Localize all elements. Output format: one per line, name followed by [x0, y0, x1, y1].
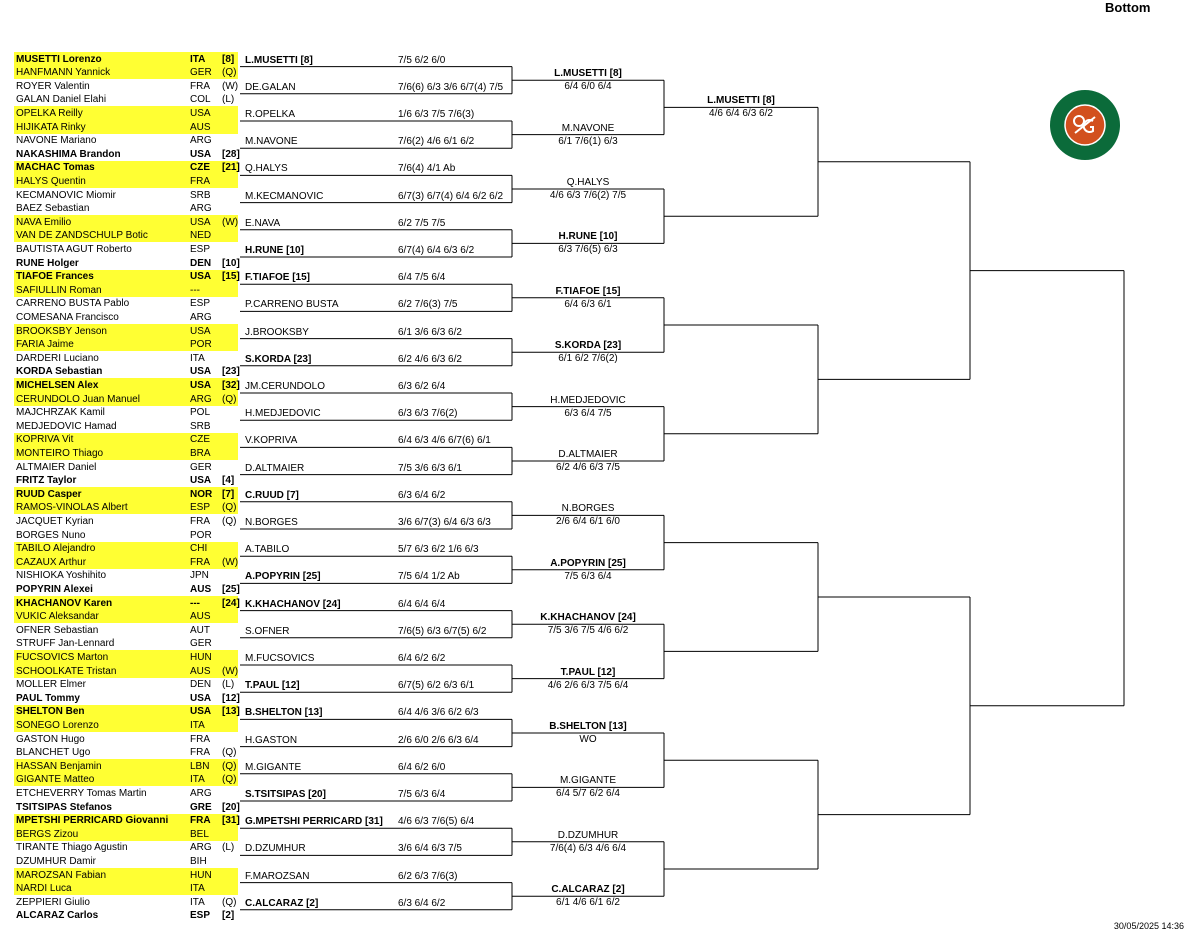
player-nationality: ESP — [190, 243, 211, 255]
round2-winner: Q.HALYS — [566, 177, 610, 188]
round1-score: 3/6 6/4 6/3 7/5 — [398, 843, 462, 855]
player-nationality: CZE — [190, 434, 210, 446]
player-nationality: GRE — [190, 801, 212, 813]
round1-winner: S.OFNER — [245, 625, 290, 637]
player-name: MAROZSAN Fabian — [16, 869, 107, 881]
player-seed: [15] — [222, 271, 240, 283]
player-nationality: AUS — [190, 665, 211, 677]
player-name: RAMOS-VINOLAS Albert — [16, 502, 128, 514]
player-name: CAZAUX Arthur — [16, 556, 87, 568]
round2-winner: D.DZUMHUR — [557, 829, 619, 841]
round1-winner: M.GIGANTE — [245, 761, 302, 773]
round1-winner: H.GASTON — [245, 734, 298, 746]
round1-score: 6/2 7/6(3) 7/5 — [398, 299, 458, 311]
round1-winner: V.KOPRIVA — [245, 435, 298, 447]
player-name: MUSETTI Lorenzo — [16, 53, 102, 65]
player-nationality: DEN — [190, 257, 212, 269]
player-nationality: ARG — [190, 311, 212, 323]
player-nationality: AUS — [190, 121, 211, 133]
player-seed: (Q) — [222, 774, 237, 786]
timestamp: 30/05/2025 14:36 — [1113, 921, 1184, 931]
player-name: BAEZ Sebastian — [16, 203, 90, 215]
player-seed: (W) — [222, 80, 239, 92]
player-name: NAVA Emilio — [16, 216, 72, 228]
round1-score: 7/6(5) 6/3 6/7(5) 6/2 — [398, 625, 487, 637]
round1-score: 6/7(5) 6/2 6/3 6/1 — [398, 680, 475, 692]
player-name: BORGES Nuno — [16, 529, 86, 541]
round1-score: 5/7 6/3 6/2 1/6 6/3 — [398, 544, 479, 556]
round1-winner: R.OPELKA — [245, 109, 296, 120]
round2-score: 6/2 4/6 6/3 7/5 — [556, 462, 620, 473]
player-name: VAN DE ZANDSCHULP Botic — [16, 230, 148, 242]
player-name: HIJIKATA Rinky — [16, 121, 86, 133]
player-nationality: POL — [190, 407, 211, 419]
round1-winner: E.NAVA — [245, 217, 281, 229]
player-name: MPETSHI PERRICARD Giovanni — [16, 815, 169, 827]
player-name: NAVONE Mariano — [16, 135, 97, 147]
player-nationality: ARG — [190, 842, 212, 854]
round2-score: 6/1 7/6(1) 6/3 — [558, 135, 618, 147]
round2-score: 6/4 5/7 6/2 6/4 — [556, 788, 620, 800]
player-nationality: --- — [190, 284, 200, 296]
round2-score: 2/6 6/4 6/1 6/0 — [556, 516, 620, 528]
player-nationality: FRA — [190, 747, 210, 759]
player-seed: (Q) — [222, 67, 237, 79]
round1-winner: F.MAROZSAN — [245, 870, 310, 882]
round2-winner: S.KORDA [23] — [554, 340, 622, 352]
round1-winner: C.ALCARAZ [2] — [245, 897, 319, 909]
player-nationality: --- — [190, 597, 200, 609]
player-name: TABILO Alejandro — [16, 543, 96, 555]
player-name: KOPRIVA Vit — [16, 434, 74, 446]
round1-score: 7/6(2) 4/6 6/1 6/2 — [398, 136, 475, 148]
round1-winner: M.FUCSOVICS — [245, 653, 315, 664]
player-name: NISHIOKA Yoshihito — [16, 570, 107, 582]
player-nationality: GER — [190, 638, 212, 650]
round1-score: 4/6 6/3 7/6(5) 6/4 — [398, 816, 475, 828]
player-nationality: CZE — [190, 162, 210, 174]
round2-winner: M.NAVONE — [561, 122, 615, 134]
round1-winner: M.KECMANOVIC — [245, 190, 324, 202]
round2-score: 6/1 4/6 6/1 6/2 — [556, 897, 620, 909]
player-nationality: FRA — [190, 175, 210, 187]
player-seed: (L) — [222, 94, 235, 106]
player-name: SONEGO Lorenzo — [16, 719, 99, 731]
player-name: TSITSIPAS Stefanos — [16, 801, 112, 813]
player-name: MONTEIRO Thiago — [16, 447, 104, 459]
round3-winner: L.MUSETTI [8] — [707, 95, 775, 107]
player-seed: (Q) — [222, 747, 237, 759]
round2-winner: M.GIGANTE — [559, 775, 617, 787]
player-seed: [25] — [222, 583, 240, 595]
player-name: GALAN Daniel Elahi — [16, 94, 107, 106]
player-nationality: ARG — [190, 203, 212, 215]
player-nationality: FRA — [190, 515, 210, 527]
round2-score: 6/1 6/2 7/6(2) — [558, 353, 618, 365]
round1-winner: S.TSITSIPAS [20] — [245, 789, 326, 800]
player-nationality: USA — [190, 216, 211, 228]
player-nationality: FRA — [190, 733, 210, 745]
player-name: SAFIULLIN Roman — [16, 284, 102, 296]
player-name: VUKIC Aleksandar — [16, 611, 99, 623]
player-nationality: ARG — [190, 393, 212, 405]
round2-winner: N.BORGES — [561, 503, 615, 515]
player-name: RUUD Casper — [16, 488, 82, 500]
player-nationality: BEL — [190, 828, 209, 840]
round1-winner: L.MUSETTI [8] — [245, 54, 313, 66]
player-seed: [23] — [222, 366, 240, 378]
player-nationality: USA — [190, 148, 212, 160]
player-nationality: USA — [190, 475, 212, 487]
player-name: GASTON Hugo — [16, 733, 85, 745]
player-name: MACHAC Tomas — [16, 162, 95, 174]
player-seed: [12] — [222, 692, 240, 704]
player-name: POPYRIN Alexei — [16, 583, 93, 595]
player-seed: [31] — [222, 815, 240, 827]
player-nationality: ESP — [190, 298, 211, 310]
round1-winner: P.CARRENO BUSTA — [245, 299, 339, 311]
round1-winner: F.TIAFOE [15] — [245, 272, 311, 284]
player-seed: (Q) — [222, 502, 237, 514]
round1-score: 6/2 4/6 6/3 6/2 — [398, 353, 462, 365]
player-name: STRUFF Jan-Lennard — [16, 638, 115, 650]
player-nationality: ITA — [190, 774, 205, 786]
player-nationality: GER — [190, 461, 212, 473]
round2-winner: H.RUNE [10] — [558, 231, 618, 243]
round2-score: 4/6 6/3 7/6(2) 7/5 — [549, 190, 627, 201]
player-seed: [8] — [222, 53, 235, 65]
player-nationality: JPN — [190, 570, 209, 582]
round2-winner: L.MUSETTI [8] — [554, 68, 622, 80]
player-seed: [32] — [222, 379, 240, 391]
player-name: MICHELSEN Alex — [16, 379, 99, 391]
player-name: TIAFOE Frances — [16, 271, 94, 283]
page-title: Bottom — [1105, 0, 1151, 15]
round2-score: 4/6 2/6 6/3 7/5 6/4 — [547, 679, 629, 691]
player-nationality: NED — [190, 230, 212, 242]
round1-winner: C.RUUD [7] — [245, 489, 299, 501]
player-seed: [7] — [222, 488, 235, 500]
player-nationality: ITA — [190, 719, 205, 731]
player-name: KHACHANOV Karen — [16, 597, 113, 609]
round2-winner: F.TIAFOE [15] — [555, 285, 621, 297]
player-seed: (W) — [222, 665, 239, 677]
player-nationality: SRB — [190, 189, 211, 201]
player-seed: [4] — [222, 475, 235, 487]
player-nationality: USA — [190, 107, 211, 119]
player-nationality: ARG — [190, 135, 212, 147]
round3-score: 4/6 6/4 6/3 6/2 — [709, 108, 773, 120]
round1-winner: H.MEDJEDOVIC — [245, 408, 321, 420]
player-name: HASSAN Benjamin — [16, 760, 102, 772]
round1-score: 6/7(4) 6/4 6/3 6/2 — [398, 245, 475, 256]
round1-score: 2/6 6/0 2/6 6/3 6/4 — [398, 734, 479, 746]
player-nationality: HUN — [190, 651, 212, 663]
player-seed: [13] — [222, 706, 240, 718]
round2-score: WO — [579, 734, 597, 745]
round2-winner: A.POPYRIN [25] — [550, 557, 626, 569]
player-name: MOLLER Elmer — [16, 679, 87, 691]
player-nationality: CHI — [190, 543, 208, 555]
round2-winner: T.PAUL [12] — [560, 666, 616, 678]
round2-score: 6/4 6/3 6/1 — [564, 298, 612, 310]
round2-score: 6/3 7/6(5) 6/3 — [558, 244, 618, 256]
player-seed: (L) — [222, 679, 235, 691]
player-name: HANFMANN Yannick — [16, 67, 111, 79]
player-name: ETCHEVERRY Tomas Martin — [16, 787, 147, 799]
player-nationality: BRA — [190, 447, 211, 459]
player-name: FUCSOVICS Marton — [16, 651, 109, 663]
player-seed: [20] — [222, 801, 240, 813]
round1-score: 6/4 6/4 6/4 — [398, 598, 446, 610]
round1-score: 6/4 7/5 6/4 — [398, 272, 446, 284]
round2-winner: K.KHACHANOV [24] — [540, 612, 636, 624]
player-name: NAKASHIMA Brandon — [16, 148, 121, 160]
player-nationality: FRA — [190, 815, 211, 827]
round1-score: 6/1 3/6 6/3 6/2 — [398, 326, 462, 338]
player-seed: (Q) — [222, 393, 237, 405]
round1-score: 6/3 6/4 6/2 — [398, 489, 446, 501]
player-nationality: ESP — [190, 910, 211, 922]
round1-winner: M.NAVONE — [245, 136, 298, 148]
player-nationality: USA — [190, 325, 211, 337]
round1-score: 7/6(6) 6/3 3/6 6/7(4) 7/5 — [398, 81, 504, 93]
player-name: MEDJEDOVIC Hamad — [16, 420, 117, 432]
player-nationality: FRA — [190, 556, 210, 568]
round1-score: 6/3 6/2 6/4 — [398, 381, 446, 392]
player-nationality: AUS — [190, 583, 212, 595]
player-name: RUNE Holger — [16, 257, 79, 269]
round2-winner: H.MEDJEDOVIC — [550, 394, 626, 406]
player-name: KORDA Sebastian — [16, 366, 103, 378]
player-nationality: GER — [190, 67, 212, 79]
player-nationality: POR — [190, 339, 212, 351]
player-nationality: USA — [190, 706, 212, 718]
player-name: BLANCHET Ugo — [16, 747, 91, 759]
player-seed: (L) — [222, 842, 235, 854]
round1-score: 6/2 6/3 7/6(3) — [398, 870, 458, 882]
round1-score: 6/7(3) 6/7(4) 6/4 6/2 6/2 — [398, 190, 504, 202]
round1-winner: H.RUNE [10] — [245, 245, 304, 256]
player-nationality: ARG — [190, 787, 212, 799]
player-name: HALYS Quentin — [16, 175, 86, 187]
player-seed: [24] — [222, 597, 240, 609]
player-name: OFNER Sebastian — [16, 624, 99, 636]
round1-score: 7/6(4) 4/1 Ab — [398, 163, 456, 175]
player-seed: [21] — [222, 162, 240, 174]
round2-winner: B.SHELTON [13] — [549, 721, 627, 732]
round1-winner: A.POPYRIN [25] — [245, 571, 321, 583]
player-nationality: ITA — [190, 53, 206, 65]
player-nationality: BIH — [190, 855, 207, 867]
player-nationality: DEN — [190, 679, 212, 691]
round2-score: 7/5 6/3 6/4 — [564, 570, 612, 582]
round1-score: 1/6 6/3 7/5 7/6(3) — [398, 109, 475, 120]
round1-winner: A.TABILO — [245, 544, 290, 556]
player-nationality: POR — [190, 529, 212, 541]
player-name: JACQUET Kyrian — [16, 515, 94, 527]
round1-winner: JM.CERUNDOLO — [245, 381, 326, 392]
round1-winner: B.SHELTON [13] — [245, 707, 323, 719]
player-seed: [10] — [222, 257, 240, 269]
player-name: ALCARAZ Carlos — [16, 910, 99, 922]
player-nationality: ITA — [190, 352, 205, 364]
round1-score: 6/4 4/6 3/6 6/2 6/3 — [398, 707, 479, 719]
player-nationality: AUT — [190, 624, 210, 636]
round2-score: 7/5 3/6 7/5 4/6 6/2 — [547, 625, 629, 637]
player-name: BROOKSBY Jenson — [16, 325, 107, 337]
player-name: ALTMAIER Daniel — [16, 461, 97, 473]
round1-winner: G.MPETSHI PERRICARD [31] — [245, 816, 383, 828]
player-nationality: NOR — [190, 488, 213, 500]
round1-winner: D.DZUMHUR — [245, 843, 306, 855]
player-name: FARIA Jaime — [16, 339, 74, 351]
round1-score: 6/3 6/3 7/6(2) — [398, 408, 458, 420]
player-nationality: LBN — [190, 760, 210, 772]
round1-score: 7/5 6/4 1/2 Ab — [398, 571, 460, 583]
player-nationality: USA — [190, 366, 212, 378]
player-seed: (W) — [222, 556, 239, 568]
round1-winner: Q.HALYS — [245, 163, 288, 175]
player-seed: [2] — [222, 910, 235, 922]
round2-score: 6/4 6/0 6/4 — [564, 81, 612, 93]
round1-score: 6/4 6/2 6/0 — [398, 761, 446, 773]
round1-winner: D.ALTMAIER — [245, 462, 305, 474]
round1-winner: DE.GALAN — [245, 81, 296, 93]
round2-winner: D.ALTMAIER — [558, 449, 618, 460]
player-name: CARRENO BUSTA Pablo — [16, 298, 130, 310]
round1-score: 6/4 6/2 6/2 — [398, 653, 446, 664]
round1-score: 7/5 6/3 6/4 — [398, 789, 446, 800]
player-name: SHELTON Ben — [16, 706, 85, 718]
player-seed: (Q) — [222, 896, 237, 908]
round2-winner: C.ALCARAZ [2] — [551, 884, 625, 896]
player-nationality: ESP — [190, 502, 211, 514]
round1-score: 6/2 7/5 7/5 — [398, 217, 446, 229]
player-name: DZUMHUR Damir — [16, 855, 96, 867]
player-name: PAUL Tommy — [16, 692, 80, 704]
player-name: CERUNDOLO Juan Manuel — [16, 393, 140, 405]
round1-winner: N.BORGES — [245, 517, 298, 528]
round2-score: 7/6(4) 6/3 4/6 6/4 — [549, 842, 627, 854]
player-nationality: HUN — [190, 869, 212, 881]
player-seed: (W) — [222, 216, 239, 228]
player-nationality: SRB — [190, 420, 211, 432]
player-name: GIGANTE Matteo — [16, 774, 95, 786]
player-seed: [28] — [222, 148, 240, 160]
player-nationality: AUS — [190, 611, 211, 623]
player-name: FRITZ Taylor — [16, 475, 77, 487]
player-name: SCHOOLKATE Tristan — [16, 665, 117, 677]
round1-score: 3/6 6/7(3) 6/4 6/3 6/3 — [398, 517, 491, 528]
player-name: OPELKA Reilly — [16, 107, 83, 119]
player-name: DARDERI Luciano — [16, 352, 99, 364]
player-nationality: FRA — [190, 80, 210, 92]
player-nationality: ITA — [190, 883, 205, 895]
player-name: ROYER Valentin — [16, 80, 90, 92]
player-nationality: USA — [190, 379, 212, 391]
round1-score: 6/3 6/4 6/2 — [398, 897, 446, 909]
player-nationality: USA — [190, 271, 212, 283]
player-name: BERGS Zizou — [16, 828, 79, 840]
player-nationality: COL — [190, 94, 211, 106]
player-name: BAUTISTA AGUT Roberto — [16, 243, 132, 255]
round1-score: 7/5 6/2 6/0 — [398, 54, 446, 66]
player-name: NARDI Luca — [16, 883, 72, 895]
player-name: MAJCHRZAK Kamil — [16, 407, 105, 419]
player-seed: (Q) — [222, 760, 237, 772]
round1-winner: K.KHACHANOV [24] — [245, 598, 341, 610]
player-name: KECMANOVIC Miomir — [16, 189, 117, 201]
round2-score: 6/3 6/4 7/5 — [564, 407, 612, 419]
round1-score: 7/5 3/6 6/3 6/1 — [398, 462, 462, 474]
player-nationality: ITA — [190, 896, 205, 908]
player-seed: (Q) — [222, 515, 237, 527]
player-name: TIRANTE Thiago Agustin — [16, 842, 128, 854]
round1-winner: T.PAUL [12] — [245, 680, 300, 692]
player-nationality: USA — [190, 692, 212, 704]
round1-score: 6/4 6/3 4/6 6/7(6) 6/1 — [398, 435, 491, 447]
round1-winner: S.KORDA [23] — [245, 353, 312, 365]
round1-winner: J.BROOKSBY — [245, 326, 309, 338]
player-name: COMESANA Francisco — [16, 311, 119, 323]
player-name: ZEPPIERI Giulio — [16, 896, 90, 908]
